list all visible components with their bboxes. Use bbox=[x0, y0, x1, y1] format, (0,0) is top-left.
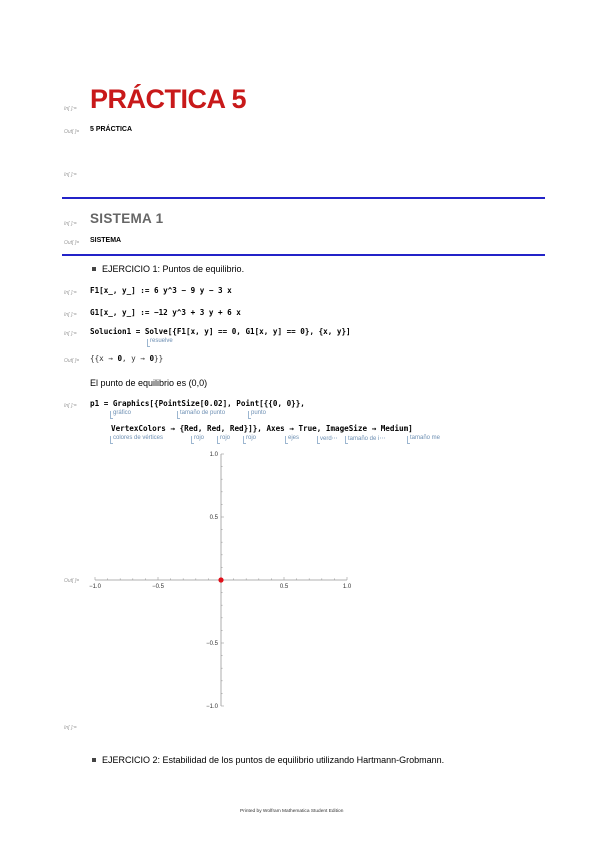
data-point bbox=[218, 577, 223, 582]
bullet-icon bbox=[92, 758, 96, 762]
y-tick-label: −1.0 bbox=[206, 704, 218, 710]
output-label: Out[ ]= bbox=[64, 240, 80, 246]
section-output: SISTEMA bbox=[90, 237, 122, 244]
exercise2-text: EJERCICIO 2: Estabilidad de los puntos de equilibrio utilizando Hartmann-Grobmann. bbox=[102, 755, 445, 765]
input-label: In[ ]:= bbox=[64, 106, 77, 112]
hint-resuelve: resuelve bbox=[150, 338, 173, 344]
hint-ejes: ejes bbox=[288, 435, 300, 441]
x-tick-label: −1.0 bbox=[89, 584, 101, 590]
equilibrium-plot bbox=[85, 448, 365, 713]
exercise1-text: EJERCICIO 1: Puntos de equilibrio. bbox=[102, 264, 245, 274]
x-tick-label: 0.5 bbox=[279, 584, 289, 590]
hint-tamano-medio: tamaño me bbox=[410, 435, 441, 441]
code-solve[interactable]: Solucion1 = Solve[{F1[x, y] == 0, G1[x, y] == 0}, {x, y}] bbox=[90, 327, 351, 336]
code-p1-line2[interactable]: VertexColors → {Red, Red, Red}]}, Axes → True, ImageSize → Medium] bbox=[111, 424, 413, 433]
equilibrium-text: El punto de equilibrio es (0,0) bbox=[90, 378, 208, 388]
code-f1[interactable]: F1[x_, y_] := 6 y^3 − 9 y − 3 x bbox=[90, 286, 232, 295]
hint-tamano-imagen: tamaño de i⋯ bbox=[348, 436, 386, 442]
y-tick-label: 0.5 bbox=[209, 515, 218, 521]
code-p1-line1[interactable]: p1 = Graphics[{PointSize[0.02], Point[{{0, 0}}, bbox=[90, 399, 305, 408]
y-tick-label: −0.5 bbox=[206, 641, 218, 647]
y-tick-label: 1.0 bbox=[209, 452, 218, 458]
x-tick-label: 1.0 bbox=[342, 584, 352, 590]
output-label: Out[ ]= bbox=[64, 129, 80, 135]
output-label: Out[ ]= bbox=[64, 358, 80, 364]
exercise1-item bbox=[92, 264, 244, 274]
hint-rojo-2: rojo bbox=[220, 435, 231, 441]
input-label: In[ ]:= bbox=[64, 221, 77, 227]
footer-text: Printed by Wolfram Mathematica Student Edition bbox=[240, 809, 344, 814]
title-output: 5 PRÁCTICA bbox=[90, 126, 133, 133]
code-g1[interactable]: G1[x_, y_] := −12 y^3 + 3 y + 6 x bbox=[90, 308, 241, 317]
hint-punto: punto bbox=[251, 410, 267, 416]
input-label: In[ ]:= bbox=[64, 403, 77, 409]
hint-rojo-1: rojo bbox=[194, 435, 205, 441]
hint-verdadero: verd⋯ bbox=[320, 436, 338, 442]
input-label: In[ ]:= bbox=[64, 331, 77, 337]
exercise2-item bbox=[92, 755, 444, 765]
hint-grafico: gráfico bbox=[113, 410, 132, 416]
page-title: PRÁCTICA 5 bbox=[90, 84, 247, 114]
output-label: Out[ ]= bbox=[64, 578, 80, 584]
section-rule-top bbox=[62, 197, 545, 199]
x-tick-label: −0.5 bbox=[152, 584, 164, 590]
input-label: In[ ]:= bbox=[64, 290, 77, 296]
bullet-icon bbox=[92, 267, 96, 271]
section-rule-bottom bbox=[62, 254, 545, 256]
input-label: In[ ]:= bbox=[64, 172, 77, 178]
hint-rojo-3: rojo bbox=[246, 435, 257, 441]
input-label: In[ ]:= bbox=[64, 725, 77, 731]
input-label: In[ ]:= bbox=[64, 312, 77, 318]
hint-colores-vertices: colores de vértices bbox=[113, 435, 164, 441]
solve-output: {{x → 0, y → 0}} bbox=[90, 354, 164, 363]
section-title: SISTEMA 1 bbox=[90, 211, 164, 226]
hint-tamano-punto: tamaño de punto bbox=[180, 410, 226, 416]
